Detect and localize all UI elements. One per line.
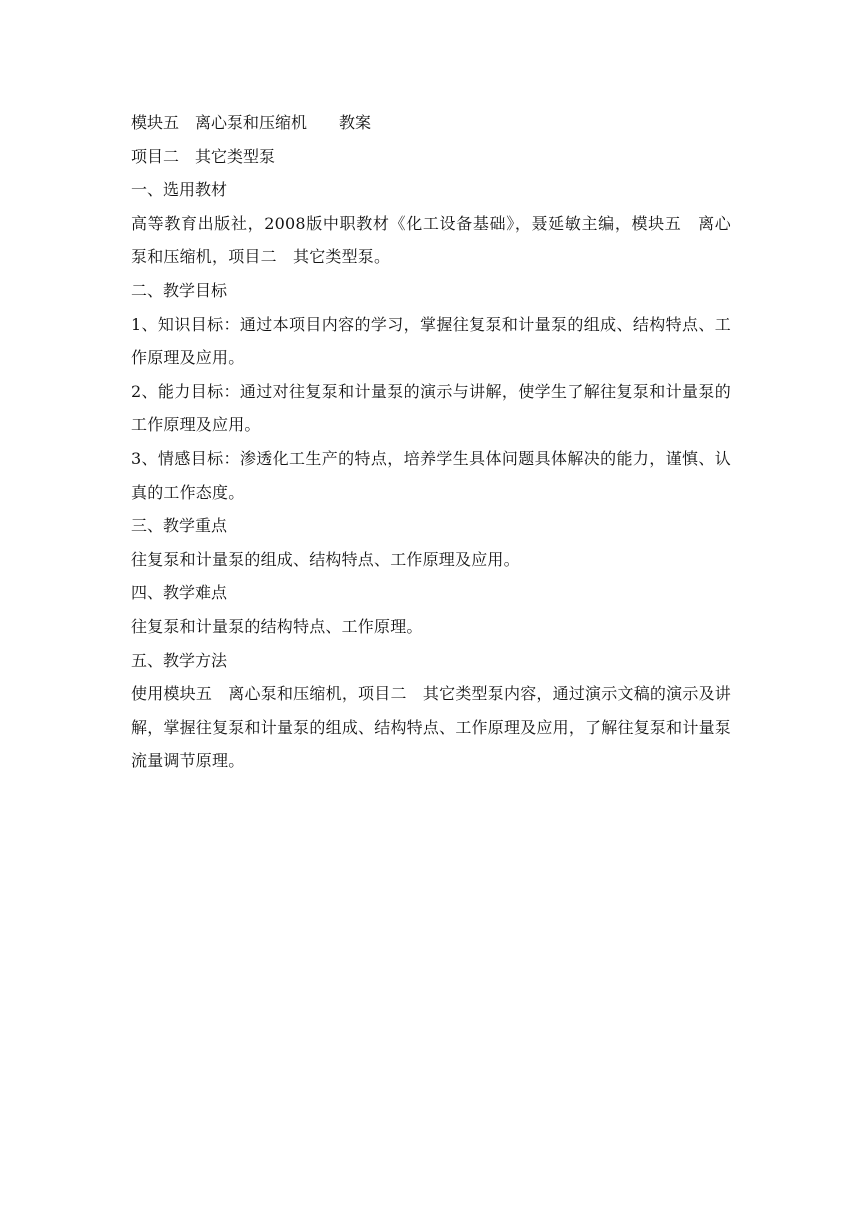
section-text-key-points: 往复泵和计量泵的组成、结构特点、工作原理及应用。	[131, 549, 520, 569]
section-heading-textbook: 一、选用教材	[131, 180, 228, 200]
document-page	[131, 106, 731, 778]
project-line: 项目二 其它类型泵	[131, 146, 276, 166]
section-text-methods: 使用模块五 离心泵和压缩机，项目二 其它类型泵内容，通过演示文稿的演示及讲解，掌握往复泵和计量泵的组成、结构特点、工作原理及应用，了解往复泵和计量泵流量调节原理。	[131, 684, 731, 771]
section-heading-methods: 五、教学方法	[131, 650, 228, 670]
goal-emotion: 3、情感目标：渗透化工生产的特点，培养学生具体问题具体解决的能力，谨慎、认真的工作态度。	[131, 448, 731, 502]
section-heading-key-points: 三、教学重点	[131, 516, 228, 536]
goal-knowledge: 1、知识目标：通过本项目内容的学习，掌握往复泵和计量泵的组成、结构特点、工作原理及应用。	[131, 314, 731, 368]
section-text-difficulties: 往复泵和计量泵的结构特点、工作原理。	[131, 616, 423, 636]
section-heading-goals: 二、教学目标	[131, 280, 228, 300]
goal-ability: 2、能力目标：通过对往复泵和计量泵的演示与讲解，使学生了解往复泵和计量泵的工作原理及应用。	[131, 381, 731, 435]
document-title-line: 模块五 离心泵和压缩机 教案	[131, 113, 372, 132]
section-text-textbook: 高等教育出版社，2008版中职教材《化工设备基础》，聂延敏主编，模块五 离心泵和压缩机，项目二 其它类型泵。	[131, 213, 731, 267]
section-heading-difficulties: 四、教学难点	[131, 583, 228, 603]
